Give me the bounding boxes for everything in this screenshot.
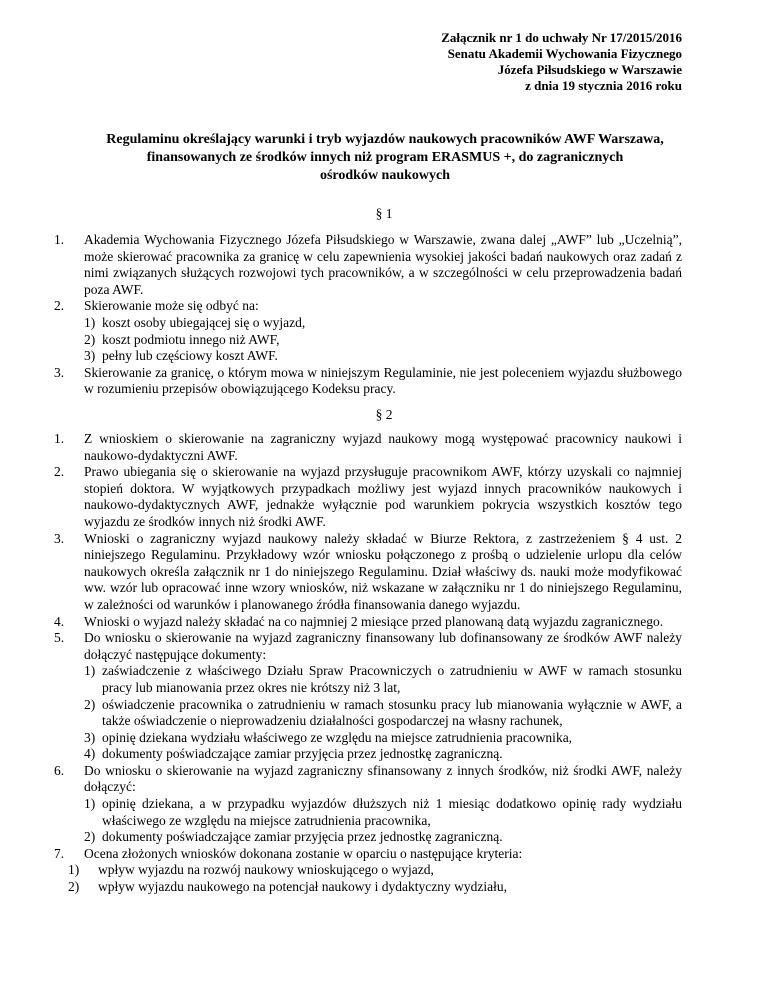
document-title bbox=[60, 131, 710, 185]
item-number: 6. bbox=[54, 762, 65, 778]
item-text: Do wniosku o skierowanie na wyjazd zagraniczny sfinansowany z innych środków, niż środki AWF, należy dołączyć: bbox=[84, 762, 682, 795]
sub-item bbox=[84, 315, 682, 332]
sub-list bbox=[68, 862, 682, 895]
sub-item-number: 3) bbox=[84, 348, 96, 364]
sub-item-number: 1) bbox=[68, 862, 80, 878]
paragraph-item bbox=[54, 298, 682, 364]
section-2-heading: § 2 bbox=[375, 407, 393, 422]
sub-item-number: 1) bbox=[84, 663, 96, 679]
sub-item-number: 1) bbox=[84, 314, 96, 330]
sub-item bbox=[84, 348, 682, 365]
title-line: ośrodków naukowych bbox=[319, 168, 451, 183]
sub-item-text: pełny lub częściowy koszt AWF. bbox=[102, 348, 278, 364]
sub-item-number: 3) bbox=[84, 729, 96, 745]
item-text: Z wnioskiem o skierowanie na zagraniczny wyjazd naukowy mogą występować pracownicy naukowi i naukowo-dydaktyczni AWF. bbox=[84, 431, 682, 463]
item-number: 2. bbox=[54, 298, 65, 314]
sub-item bbox=[84, 663, 682, 696]
sub-item-number: 2) bbox=[68, 879, 80, 895]
section-1-list bbox=[54, 232, 682, 398]
paragraph-item bbox=[54, 763, 682, 846]
sub-item-text: dokumenty poświadczające zamiar przyjęcia przez jednostkę zagraniczną. bbox=[102, 746, 503, 762]
item-number: 5. bbox=[54, 630, 65, 646]
title-line: Regulaminu określający warunki i tryb wyjazdów naukowych pracowników AWF Warszawa, bbox=[106, 132, 664, 147]
resolution-header bbox=[441, 30, 682, 94]
sub-item-text: opinię dziekana wydziału właściwego ze względu na miejsce zatrudnienia pracownika, bbox=[102, 729, 573, 745]
section-1-heading: § 1 bbox=[375, 206, 393, 221]
sub-item-text: koszt osoby ubiegającej się o wyjazd, bbox=[102, 314, 306, 330]
sub-item-text: wpływ wyjazdu naukowego na potencjał naukowy i dydaktyczny wydziału, bbox=[98, 879, 508, 895]
sub-list bbox=[84, 796, 682, 846]
item-text: Akademia Wychowania Fizycznego Józefa Piłsudskiego w Warszawie, zwana dalej „AWF” lub „Uczelnią”, może skierować pracownika za granicę w celu zapewnienia wysokiej jakości badań naukowych oraz zadań z nimi związanych służących rozwojowi tych pracowników, a w szczególności w celu przeprowadzenia badań poza AWF. bbox=[84, 232, 682, 297]
item-text: Do wniosku o skierowanie na wyjazd zagraniczny finansowany lub dofinansowany ze środków AWF należy dołączyć następujące dokumenty: bbox=[84, 630, 682, 662]
item-number: 7. bbox=[54, 845, 65, 861]
item-text: Skierowanie za granicę, o którym mowa w niniejszym Regulaminie, nie jest poleceniem wyjazdu służbowego w rozumieniu przepisów obowiązującego Kodeksu pracy. bbox=[84, 364, 682, 397]
header-line: Józefa Piłsudskiego w Warszawie bbox=[497, 62, 682, 77]
header-line: Senatu Akademii Wychowania Fizycznego bbox=[447, 46, 682, 61]
paragraph-item bbox=[54, 846, 682, 896]
item-number: 4. bbox=[54, 613, 65, 629]
sub-item bbox=[84, 697, 682, 730]
sub-list bbox=[84, 315, 682, 365]
sub-item bbox=[68, 879, 682, 896]
paragraph-item bbox=[54, 431, 682, 464]
title-line: finansowanych ze środków innych niż program ERASMUS +, do zagranicznych bbox=[146, 150, 624, 165]
sub-item-text: zaświadczenie z właściwego Działu Spraw Pracowniczych o zatrudnieniu w AWF w ramach stosunku pracy lub mianowania przez okres nie krótszy niż 3 lat, bbox=[102, 663, 682, 695]
item-text: Prawo ubiegania się o skierowanie na wyjazd przysługuje pracownikom AWF, którzy uzyskali co najmniej stopień doktora. W wyjątkowych przypadkach możliwy jest wyjazd innych pracowników naukowych i naukowo-dydaktycznych AWF, jednakże wyłącznie pod warunkiem pokrycia wszystkich kosztów tego wyjazdu ze środków innych niż środki AWF. bbox=[84, 464, 682, 529]
sub-item-text: koszt podmiotu innego niż AWF, bbox=[102, 331, 280, 347]
sub-item-number: 2) bbox=[84, 696, 96, 712]
sub-item-number: 4) bbox=[84, 746, 96, 762]
sub-item bbox=[84, 746, 682, 763]
sub-item-text: oświadczenie pracownika o zatrudnieniu w ramach stosunku pracy lub mianowania wyłącznie w AWF, a także oświadczenie o nieprowadzeniu działalności gospodarczej na własny rachunek, bbox=[102, 696, 682, 729]
paragraph-item bbox=[54, 464, 682, 530]
sub-item bbox=[84, 796, 682, 829]
item-number: 1. bbox=[54, 232, 65, 247]
item-text: Ocena złożonych wniosków dokonana zostanie w oparciu o następujące kryteria: bbox=[84, 845, 523, 861]
paragraph-item bbox=[54, 630, 682, 763]
sub-item-text: opinię dziekana, a w przypadku wyjazdów dłuższych niż 1 miesiąc dodatkowo opinię rady wydziału właściwego ze względu na miejsce zatrudnienia pracownika, bbox=[102, 796, 682, 828]
sub-item bbox=[84, 332, 682, 349]
sub-item-number: 2) bbox=[84, 331, 96, 347]
sub-list bbox=[84, 663, 682, 763]
item-number: 2. bbox=[54, 464, 65, 480]
sub-item bbox=[84, 730, 682, 747]
item-text: Wnioski o zagraniczny wyjazd naukowy należy składać w Biurze Rektora, z zastrzeżeniem § 4 ust. 2 niniejszego Regulaminu. Przykładowy wzór wniosku połączonego z prośbą o udzielenie urlopu dla celów naukowych określa załącznik nr 1 do niniejszego Regulaminu. Dział właściwy ds. nauki może modyfikować ww. wzór lub opracować inne wzory wniosków, niż wskazane w załączniku nr 1 do niniejszego Regulaminu, w zależności od warunków i planowanego źródła finansowania danego wyjazdu. bbox=[84, 530, 682, 612]
section-2-list bbox=[54, 431, 682, 896]
header-line: Załącznik nr 1 do uchwały Nr 17/2015/2016 bbox=[441, 30, 682, 45]
sub-item-text: wpływ wyjazdu na rozwój naukowy wnioskującego o wyjazd, bbox=[98, 862, 434, 878]
paragraph-item bbox=[54, 531, 682, 614]
paragraph-item bbox=[54, 232, 682, 298]
item-text: Skierowanie może się odbyć na: bbox=[84, 298, 259, 314]
header-line: z dnia 19 stycznia 2016 roku bbox=[525, 78, 682, 93]
sub-item-number: 1) bbox=[84, 796, 96, 812]
sub-item-text: dokumenty poświadczające zamiar przyjęcia przez jednostkę zagraniczną. bbox=[102, 829, 503, 845]
item-number: 3. bbox=[54, 364, 65, 380]
item-text: Wnioski o wyjazd należy składać na co najmniej 2 miesiące przed planowaną datą wyjazdu zagranicznego. bbox=[84, 613, 664, 629]
sub-item bbox=[68, 862, 682, 879]
item-number: 1. bbox=[54, 431, 65, 446]
item-number: 3. bbox=[54, 530, 65, 546]
sub-item-number: 2) bbox=[84, 829, 96, 845]
paragraph-item bbox=[54, 614, 682, 631]
sub-item bbox=[84, 829, 682, 846]
paragraph-item bbox=[54, 365, 682, 398]
